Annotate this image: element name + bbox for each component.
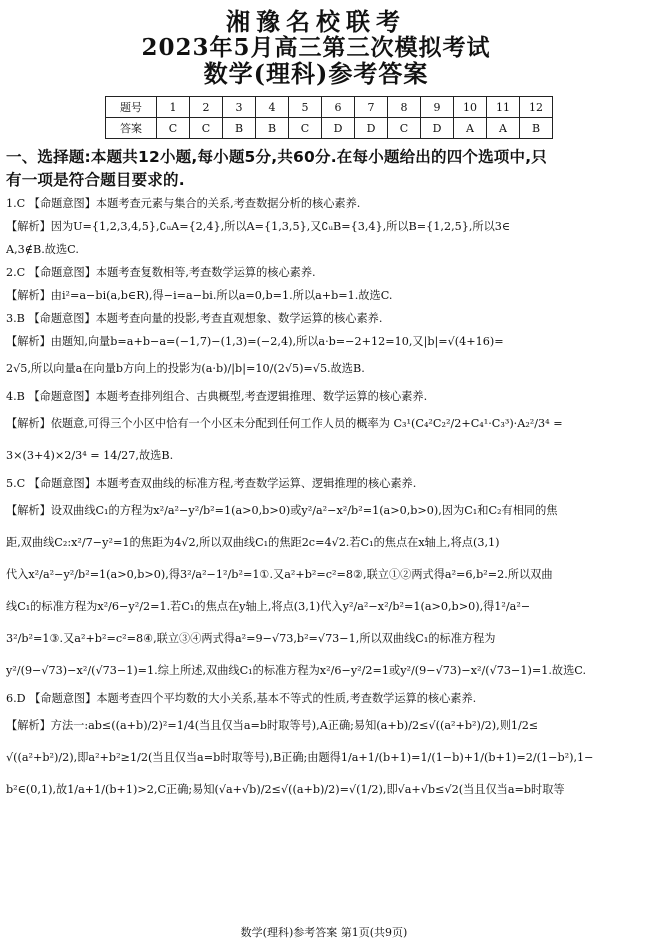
page-footer: 数学(理科)参考答案 第1页(共9页)	[240, 926, 408, 939]
table-cell: 5	[289, 97, 322, 118]
answer-table-number-row	[106, 97, 553, 118]
q3-intent: 3.B 【命题意图】本题考查向量的投影,考查直观想象、数学运算的核心素养.	[6, 312, 383, 325]
table-cell: 8	[388, 97, 421, 118]
table-cell: 9	[421, 97, 454, 118]
table-cell: 4	[256, 97, 289, 118]
table-cell: D	[322, 118, 355, 139]
q6-solution-line1: 【解析】方法一:ab≤((a+b)/2)²=1/4(当且仅当a=b时取等号),A正确;易知(a+b)/2≤√((a²+b²)/2),则1/2≤	[6, 719, 539, 732]
q2-intent: 2.C 【命题意图】本题考查复数相等,考查数学运算的核心素养.	[6, 266, 316, 279]
q4-solution-line1: 【解析】依题意,可得三个小区中恰有一个小区未分配到任何工作人员的概率为 C₃¹(C₄²C₂²/2+C₄¹·C₃³)·A₂²/3⁴ =	[6, 417, 563, 430]
table-cell: C	[157, 118, 190, 139]
row-label-answer: 答案	[106, 118, 157, 139]
q6-intent: 6.D 【命题意图】本题考查四个平均数的大小关系,基本不等式的性质,考查数学运算的核心素养.	[6, 692, 477, 705]
table-cell: A	[454, 118, 487, 139]
q1-solution-line1: 【解析】因为U={1,2,3,4,5},∁ᵤA={2,4},所以A={1,3,5},又∁ᵤB={3,4},所以B={1,2,5},所以3∈	[6, 220, 511, 233]
q5-intent: 5.C 【命题意图】本题考查双曲线的标准方程,考查数学运算、逻辑推理的核心素养.	[6, 477, 417, 490]
table-cell: C	[190, 118, 223, 139]
q3-solution-line2: 2√5,所以向量a在向量b方向上的投影为(a·b)/|b|=10/(2√5)=√5.故选B.	[6, 362, 365, 375]
q2-solution-line1: 【解析】由i²=a−bi(a,b∈R),得−i=a−bi.所以a=0,b=1.所以a+b=1.故选C.	[6, 289, 393, 302]
exam-title-line3: 数学(理科)参考答案	[203, 59, 429, 88]
question-3	[6, 307, 626, 385]
q3-solution-line1: 【解析】由题知,向量b=a+b−a=(−1,7)−(1,3)=(−2,4),所以a·b=−2+12=10,又|b|=√(4+16)=	[6, 335, 504, 348]
answer-table	[105, 96, 553, 139]
exam-title-line1: 湘豫名校联考	[226, 7, 406, 36]
question-5	[6, 472, 626, 687]
table-cell: 7	[355, 97, 388, 118]
q5-solution-line4: 线C₁的标准方程为x²/6−y²/2=1.若C₁的焦点在y轴上,将点(3,1)代入y²/a²−x²/b²=1(a>0,b>0),得1²/a²−	[6, 600, 531, 613]
q4-intent: 4.B 【命题意图】本题考查排列组合、古典概型,考查逻辑推理、数学运算的核心素养.	[6, 390, 428, 403]
q5-solution-line6: y²/(9−√73)−x²/(√73−1)=1.综上所述,双曲线C₁的标准方程为x²/6−y²/2=1或y²/(9−√73)−x²/(√73−1)=1.故选C.	[6, 664, 587, 677]
question-2	[6, 261, 626, 307]
q6-solution-line2: √((a²+b²)/2),即a²+b²≥1/2(当且仅当a=b时取等号),B正确;由题得1/a+1/(b+1)=1/(1−b)+1/(b+1)=2/(1−b²),1−	[6, 751, 594, 764]
question-6	[6, 687, 626, 806]
answer-table-answer-row	[106, 118, 553, 139]
section-heading-line2: 有一项是符合题目要求的.	[6, 171, 185, 189]
section-heading-line1: 一、选择题:本题共12小题,每小题5分,共60分.在每小题给出的四个选项中,只	[6, 148, 547, 166]
q5-solution-line5: 3²/b²=1③.又a²+b²=c²=8④,联立③④两式得a²=9−√73,b²=√73−1,所以双曲线C₁的标准方程为	[6, 632, 496, 645]
table-cell: 10	[454, 97, 487, 118]
table-cell: D	[421, 118, 454, 139]
q5-solution-line3: 代入x²/a²−y²/b²=1(a>0,b>0),得3²/a²−1²/b²=1①.又a²+b²=c²=8②,联立①②两式得a²=6,b²=2.所以双曲	[6, 568, 553, 581]
q5-solution-line2: 距,双曲线C₂:x²/7−y²=1的焦距为4√2,所以双曲线C₁的焦距2c=4√2.若C₁的焦点在x轴上,将点(3,1)	[6, 536, 500, 549]
table-cell: B	[256, 118, 289, 139]
table-cell: A	[487, 118, 520, 139]
table-cell: 6	[322, 97, 355, 118]
table-cell: D	[355, 118, 388, 139]
q1-solution-line2: A,3∉B.故选C.	[6, 243, 79, 256]
table-cell: C	[388, 118, 421, 139]
section-heading	[6, 146, 626, 192]
table-cell: 1	[157, 97, 190, 118]
table-cell: 3	[223, 97, 256, 118]
table-cell: B	[223, 118, 256, 139]
table-cell: 11	[487, 97, 520, 118]
question-1	[6, 192, 626, 261]
row-label-number: 题号	[106, 97, 157, 118]
table-cell: 12	[520, 97, 553, 118]
table-cell: C	[289, 118, 322, 139]
table-cell: B	[520, 118, 553, 139]
exam-title-line2: 2023年5月高三第三次模拟考试	[141, 34, 491, 61]
table-cell: 2	[190, 97, 223, 118]
question-4	[6, 385, 626, 472]
q4-solution-line2: 3×(3+4)×2/3⁴ = 14/27,故选B.	[6, 449, 174, 462]
q6-solution-line3: b²∈(0,1),故1/a+1/(b+1)>2,C正确;易知(√a+√b)/2≤√((a+b)/2)=√(1/2),即√a+√b≤√2(当且仅当a=b时取等	[6, 783, 565, 796]
q1-intent: 1.C 【命题意图】本题考查元素与集合的关系,考查数据分析的核心素养.	[6, 197, 361, 210]
q5-solution-line1: 【解析】设双曲线C₁的方程为x²/a²−y²/b²=1(a>0,b>0)或y²/a²−x²/b²=1(a>0,b>0),因为C₁和C₂有相同的焦	[6, 504, 558, 517]
